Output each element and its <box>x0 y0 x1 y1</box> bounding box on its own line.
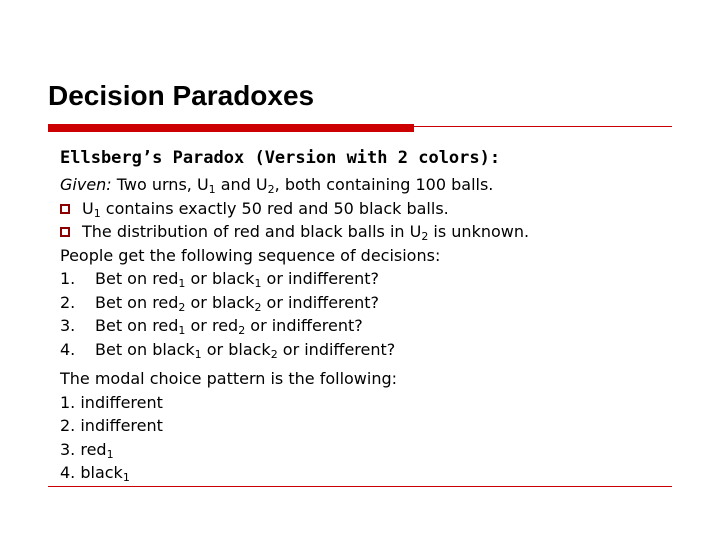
given-label: Given: <box>60 175 112 194</box>
bottom-divider <box>48 486 672 487</box>
decision-item: 1. Bet on red$_1$ or black$_1$ or indifferent? <box>60 269 380 290</box>
modal-intro: The modal choice pattern is the following: <box>60 369 398 388</box>
title-underline-thin <box>414 126 672 127</box>
decision-item: 2. Bet on red$_2$ or black$_2$ or indifferent? <box>60 292 380 314</box>
bullet-item-1: $U_1$ contains exactly 50 red and 50 black balls. <box>60 197 680 221</box>
section-heading: Ellsberg’s Paradox (Version with 2 colors): <box>60 148 501 168</box>
slide-body <box>60 145 680 485</box>
decisions-intro: People get the following sequence of decisions: <box>60 245 441 265</box>
decision-item: 4. Bet on black$_1$ or black$_2$ or indifferent? <box>60 339 396 361</box>
modal-item: 2. indifferent <box>60 416 163 435</box>
modal-item: 1. indifferent <box>60 392 163 412</box>
bullet-item-2: The distribution of red and black balls in $U_2$ is unknown. <box>60 220 680 244</box>
square-bullet-icon <box>60 204 70 214</box>
modal-item: 4. black$_1$ <box>60 463 130 484</box>
title-underline-thick <box>48 124 414 132</box>
slide-title: Decision Paradoxes <box>48 80 315 111</box>
square-bullet-icon <box>60 227 70 237</box>
modal-item: 3. red$_1$ <box>60 439 114 461</box>
given-line: Given: Two urns, $U_1$ and $U_2$, both containing 100 balls. <box>60 175 494 196</box>
decision-item: 3. Bet on red$_1$ or red$_2$ or indifferent? <box>60 316 363 337</box>
